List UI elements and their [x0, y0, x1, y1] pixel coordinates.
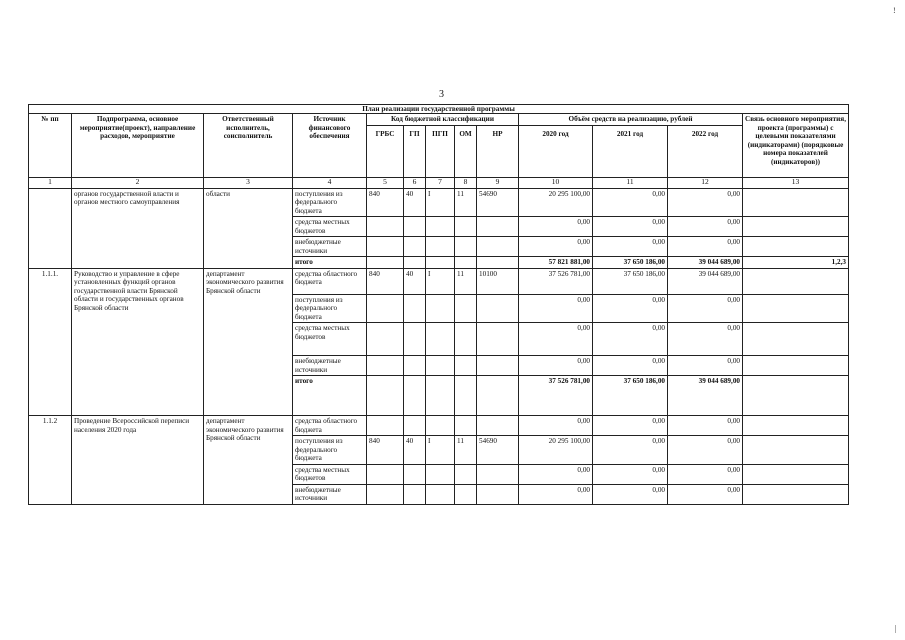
link-cell [743, 323, 849, 356]
header-nr: НР [477, 125, 519, 177]
table-row [29, 268, 849, 294]
amount-2022-cell: 0,00 [668, 323, 743, 356]
grbs-cell [367, 294, 404, 322]
header-om: ОМ [455, 125, 477, 177]
amount-2022-cell: 0,00 [668, 217, 743, 237]
column-number: 3 [204, 177, 293, 188]
row-number-cell [29, 188, 72, 268]
row-number-cell: 1.1.1. [29, 268, 72, 415]
header-program: Подпрограмма, основное мероприятие(проект), направление расходов, мероприятие [72, 114, 204, 177]
source-cell: итого [293, 376, 367, 416]
column-number: 2 [72, 177, 204, 188]
row-number-cell: 1.1.2 [29, 416, 72, 504]
gp-cell [404, 464, 426, 484]
nr-cell [477, 464, 519, 484]
nr-cell [477, 217, 519, 237]
pgp-cell: I [426, 436, 455, 464]
amount-2020-cell: 0,00 [519, 356, 593, 376]
pgp-cell [426, 217, 455, 237]
amount-2021-cell: 0,00 [593, 484, 668, 504]
source-cell: поступления из федерального бюджета [293, 294, 367, 322]
link-cell [743, 217, 849, 237]
link-cell [743, 294, 849, 322]
om-cell [455, 376, 477, 416]
scan-mark: ! [893, 6, 896, 15]
grbs-cell [367, 257, 404, 268]
amount-2021-cell: 0,00 [593, 237, 668, 257]
source-cell: средства областного бюджета [293, 416, 367, 436]
nr-cell [477, 323, 519, 356]
executor-cell: департамент экономического развития Брянской области [204, 268, 293, 415]
column-number: 10 [519, 177, 593, 188]
header-source: Источник финансового обеспечения [293, 114, 367, 177]
amount-2021-cell: 0,00 [593, 416, 668, 436]
grbs-cell [367, 217, 404, 237]
grbs-cell [367, 237, 404, 257]
executor-cell: департамент экономического развития Брянской области [204, 416, 293, 504]
table-row [29, 416, 849, 436]
om-cell [455, 356, 477, 376]
pgp-cell [426, 294, 455, 322]
amount-2021-cell: 0,00 [593, 464, 668, 484]
amount-2021-cell: 0,00 [593, 436, 668, 464]
amount-2020-cell: 0,00 [519, 416, 593, 436]
amount-2020-cell: 0,00 [519, 217, 593, 237]
source-cell: средства областного бюджета [293, 268, 367, 294]
header-grbs: ГРБС [367, 125, 404, 177]
om-cell [455, 323, 477, 356]
grbs-cell: 840 [367, 268, 404, 294]
nr-cell [477, 356, 519, 376]
nr-cell [477, 257, 519, 268]
amount-2021-cell: 37 650 186,00 [593, 268, 668, 294]
om-cell: 11 [455, 268, 477, 294]
program-cell: Проведение Всероссийской переписи населения 2020 года [72, 416, 204, 504]
link-cell [743, 484, 849, 504]
header-volume: Объём средств на реализацию, рублей [519, 114, 743, 125]
link-cell [743, 268, 849, 294]
gp-cell [404, 323, 426, 356]
pgp-cell [426, 237, 455, 257]
page-number: 3 [439, 89, 444, 100]
gp-cell [404, 237, 426, 257]
source-cell: внебюджетные источники [293, 237, 367, 257]
link-cell [743, 356, 849, 376]
amount-2020-cell: 0,00 [519, 464, 593, 484]
column-number: 13 [743, 177, 849, 188]
header-2020: 2020 год [519, 125, 593, 177]
pgp-cell [426, 376, 455, 416]
om-cell: 11 [455, 188, 477, 216]
link-cell [743, 237, 849, 257]
om-cell [455, 416, 477, 436]
source-cell: поступления из федерального бюджета [293, 188, 367, 216]
pgp-cell: I [426, 268, 455, 294]
column-number: 11 [593, 177, 668, 188]
grbs-cell [367, 376, 404, 416]
program-cell: органов государственной власти и органов местного самоуправления [72, 188, 204, 268]
header-2021: 2021 год [593, 125, 668, 177]
amount-2022-cell: 0,00 [668, 464, 743, 484]
gp-cell: 40 [404, 436, 426, 464]
column-number: 6 [404, 177, 426, 188]
nr-cell: 54690 [477, 188, 519, 216]
amount-2020-cell: 37 526 781,00 [519, 268, 593, 294]
amount-2021-cell: 0,00 [593, 323, 668, 356]
amount-2020-cell: 0,00 [519, 294, 593, 322]
pgp-cell [426, 484, 455, 504]
amount-2020-cell: 37 526 781,00 [519, 376, 593, 416]
amount-2022-cell: 39 044 689,00 [668, 257, 743, 268]
nr-cell [477, 484, 519, 504]
header-executor: Ответственный исполнитель, соисполнитель [204, 114, 293, 177]
column-number: 4 [293, 177, 367, 188]
column-number: 7 [426, 177, 455, 188]
om-cell [455, 217, 477, 237]
program-plan-table [28, 104, 849, 505]
source-cell: поступления из федерального бюджета [293, 436, 367, 464]
nr-cell [477, 416, 519, 436]
nr-cell: 10100 [477, 268, 519, 294]
pgp-cell [426, 323, 455, 356]
amount-2022-cell: 0,00 [668, 294, 743, 322]
link-cell [743, 464, 849, 484]
amount-2020-cell: 20 295 100,00 [519, 436, 593, 464]
amount-2021-cell: 0,00 [593, 356, 668, 376]
amount-2021-cell: 37 650 186,00 [593, 257, 668, 268]
column-number: 9 [477, 177, 519, 188]
header-pgp: ПГП [426, 125, 455, 177]
executor-cell: области [204, 188, 293, 268]
om-cell: 11 [455, 436, 477, 464]
amount-2020-cell: 0,00 [519, 484, 593, 504]
header-link: Связь основного мероприятия, проекта (программы) с целевыми показателями (индикаторами) (порядковые номера показателей (индикаторов)) [743, 114, 849, 177]
amount-2021-cell: 37 650 186,00 [593, 376, 668, 416]
pgp-cell [426, 257, 455, 268]
link-cell [743, 416, 849, 436]
amount-2021-cell: 0,00 [593, 294, 668, 322]
source-cell: средства местных бюджетов [293, 217, 367, 237]
amount-2022-cell: 39 044 689,00 [668, 268, 743, 294]
om-cell [455, 484, 477, 504]
amount-2020-cell: 0,00 [519, 237, 593, 257]
gp-cell [404, 416, 426, 436]
nr-cell [477, 376, 519, 416]
grbs-cell [367, 323, 404, 356]
source-cell: внебюджетные источники [293, 356, 367, 376]
gp-cell [404, 294, 426, 322]
grbs-cell: 840 [367, 436, 404, 464]
amount-2022-cell: 0,00 [668, 237, 743, 257]
amount-2022-cell: 0,00 [668, 188, 743, 216]
om-cell [455, 237, 477, 257]
source-cell: средства местных бюджетов [293, 464, 367, 484]
gp-cell [404, 376, 426, 416]
gp-cell [404, 257, 426, 268]
amount-2022-cell: 0,00 [668, 484, 743, 504]
link-cell [743, 188, 849, 216]
nr-cell [477, 294, 519, 322]
amount-2020-cell: 20 295 100,00 [519, 188, 593, 216]
amount-2022-cell: 39 044 689,00 [668, 376, 743, 416]
program-cell: Руководство и управление в сфере установленных функций органов государственной власти Брянской области и государственных органов Брянской области [72, 268, 204, 415]
header-2022: 2022 год [668, 125, 743, 177]
amount-2022-cell: 0,00 [668, 416, 743, 436]
link-cell [743, 376, 849, 416]
nr-cell [477, 237, 519, 257]
column-number: 8 [455, 177, 477, 188]
gp-cell [404, 217, 426, 237]
table-row [29, 188, 849, 216]
pgp-cell [426, 356, 455, 376]
grbs-cell [367, 416, 404, 436]
amount-2022-cell: 0,00 [668, 356, 743, 376]
om-cell [455, 464, 477, 484]
gp-cell: 40 [404, 188, 426, 216]
amount-2021-cell: 0,00 [593, 217, 668, 237]
gp-cell [404, 356, 426, 376]
grbs-cell [367, 356, 404, 376]
header-budget-code: Код бюджетной классификации [367, 114, 519, 125]
pgp-cell [426, 416, 455, 436]
source-cell: внебюджетные источники [293, 484, 367, 504]
source-cell: средства местных бюджетов [293, 323, 367, 356]
amount-2021-cell: 0,00 [593, 188, 668, 216]
amount-2020-cell: 0,00 [519, 323, 593, 356]
nr-cell: 54690 [477, 436, 519, 464]
amount-2020-cell: 57 821 881,00 [519, 257, 593, 268]
link-cell [743, 436, 849, 464]
scan-mark: | [895, 624, 897, 633]
amount-2022-cell: 0,00 [668, 436, 743, 464]
column-number: 12 [668, 177, 743, 188]
grbs-cell [367, 464, 404, 484]
grbs-cell: 840 [367, 188, 404, 216]
table-title: План реализации государственной программы [29, 105, 849, 114]
link-cell: 1,2,3 [743, 257, 849, 268]
column-number: 5 [367, 177, 404, 188]
header-num: № пп [29, 114, 72, 177]
column-number: 1 [29, 177, 72, 188]
header-gp: ГП [404, 125, 426, 177]
pgp-cell [426, 464, 455, 484]
gp-cell [404, 484, 426, 504]
om-cell [455, 294, 477, 322]
pgp-cell: I [426, 188, 455, 216]
om-cell [455, 257, 477, 268]
source-cell: итого [293, 257, 367, 268]
gp-cell: 40 [404, 268, 426, 294]
grbs-cell [367, 484, 404, 504]
